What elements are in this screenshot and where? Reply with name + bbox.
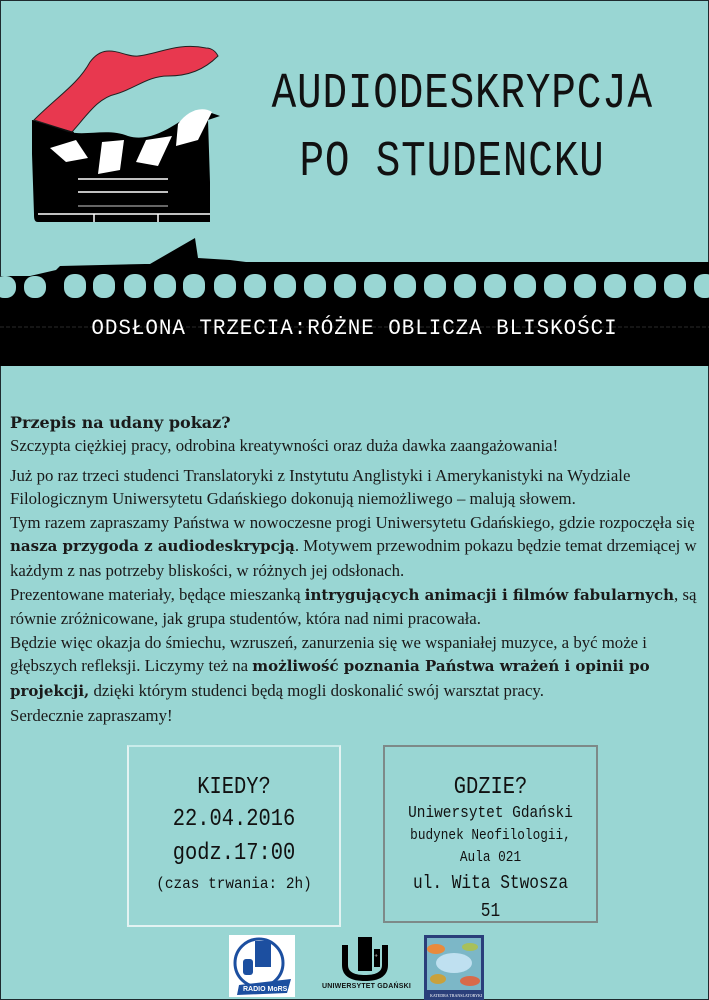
title-line-2: PO STUDENCKU <box>299 134 605 191</box>
paragraph-4 <box>10 631 700 704</box>
when-heading: KIEDY? <box>197 774 271 801</box>
university-logo <box>322 935 411 997</box>
venue-name: Uniwersytet Gdański <box>408 804 573 823</box>
paragraph-4-text: Będzie więc okazja do śmiechu, wzruszeń, zanurzenia się we wspaniałej muzyce, a być może i głębszych refleksji. Liczymy też na <box>10 632 647 676</box>
event-date: 22.04.2016 <box>172 806 296 833</box>
paragraph-3-text: Prezentowane materiały, będące mieszanką <box>10 584 305 604</box>
katedra-translatoryki-logo-icon <box>424 935 484 1000</box>
paragraph-4-emphasis: możliwość poznania Państwa wrażeń i opinii po projekcji, <box>10 657 650 700</box>
when-box <box>127 745 341 927</box>
paragraph-3-text-end: , są równie zróżnicowane, jak grupa studentów, która nad nimi pracowała. <box>10 584 697 629</box>
where-box <box>383 745 598 923</box>
where-heading: GDZIE? <box>453 774 528 801</box>
event-time: godz.17:00 <box>172 840 296 867</box>
paragraph-3 <box>10 583 700 631</box>
university-logo-icon <box>330 935 400 981</box>
svg-text:RADIO MoRS: RADIO MoRS <box>243 986 288 993</box>
paragraph-2 <box>10 511 700 583</box>
radio-mors-logo-icon <box>229 935 295 997</box>
film-strip-graphic <box>0 234 709 366</box>
clapperboard-icon <box>28 36 230 222</box>
paragraph-4-text-end: dzięki którym studenci będą mogli doskonalić swój warsztat pracy. <box>89 680 544 700</box>
venue-room: Aula 021 <box>459 849 522 866</box>
paragraph-2-text-end: . Motywem przewodnim pokazu będzie temat drzemiącej w każdym z nas potrzeby bliskości, w różnych jej odsłonach. <box>10 536 697 580</box>
description-heading: Przepis na udany pokaz? <box>10 413 231 432</box>
paragraph-3-emphasis: intrygujących animacji i filmów fabularnych <box>304 585 675 604</box>
venue-building: budynek Neofilologii, <box>410 827 571 844</box>
poster-subtitle: ODSŁONA TRZECIA:RÓŻNE OBLICZA BLISKOŚCI <box>91 316 618 341</box>
svg-text:KATEDRA TRANSLATORYKI: KATEDRA TRANSLATORYKI <box>430 993 483 998</box>
poster-title <box>271 66 653 192</box>
svg-text:+: + <box>374 953 379 959</box>
paragraph-2-emphasis: nasza przygoda z audiodeskrypcją <box>10 537 295 556</box>
intro-text: Szczypta ciężkiej pracy, odrobina kreatywności oraz duża dawka zaangażowania! <box>10 436 559 455</box>
venue-address: ul. Wita Stwosza 51 <box>412 872 569 922</box>
paragraph-2-text: Tym razem zapraszamy Państwa w nowoczesne progi Uniwersytetu Gdańskiego, gdzie rozpoczęła się <box>10 512 695 532</box>
title-line-1: AUDIODESKRYPCJA <box>271 66 653 123</box>
closing-text: Serdecznie zapraszamy! <box>10 705 173 725</box>
university-name: UNIWERSYTET GDAŃSKI <box>322 983 411 990</box>
event-duration: (czas trwania: 2h) <box>156 875 312 893</box>
description <box>10 412 700 727</box>
paragraph-1-text: Już po raz trzeci studenci Translatoryki z Instytutu Anglistyki i Amerykanistyki na Wydziale Filologicznym Uniwersytetu Gdańskiego dokonują niemożliwego – malują słowem. <box>10 465 631 509</box>
paragraph-1 <box>10 464 700 511</box>
